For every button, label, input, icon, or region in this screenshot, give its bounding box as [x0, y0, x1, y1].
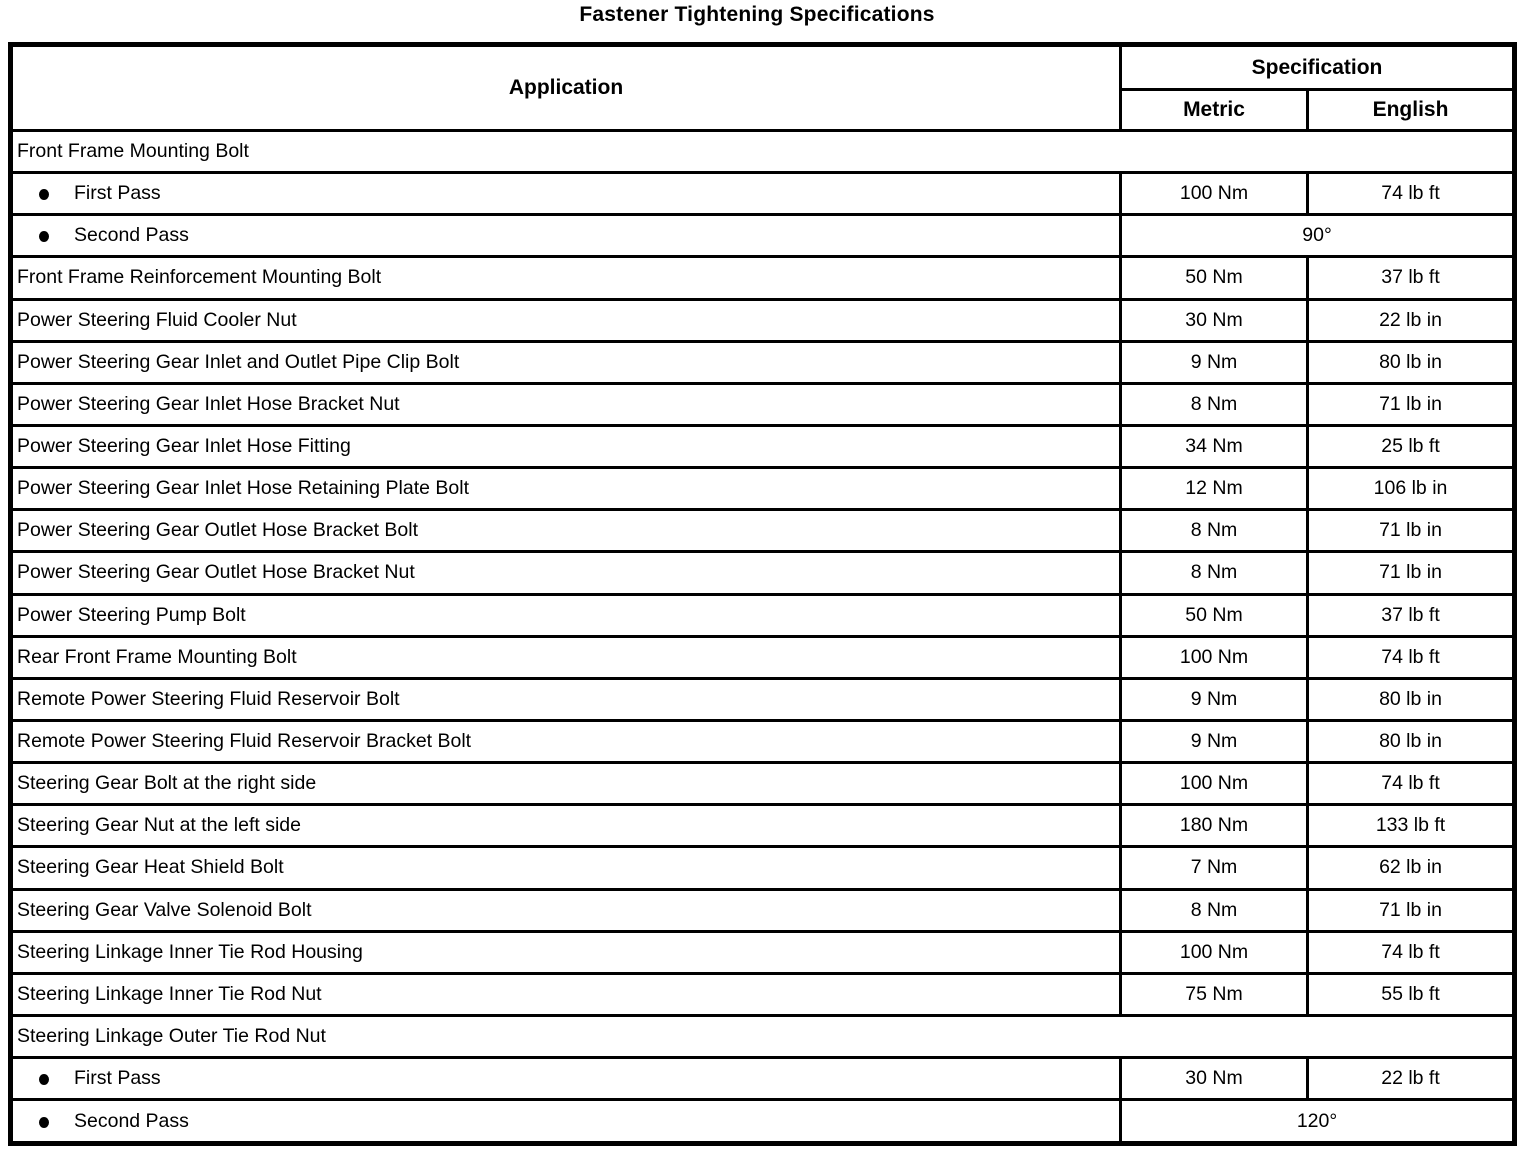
table-row	[11, 173, 1515, 215]
metric-cell: 50 Nm	[1121, 257, 1308, 299]
metric-cell: 34 Nm	[1121, 425, 1308, 467]
table-row	[11, 720, 1515, 762]
application-cell	[11, 847, 1121, 889]
english-cell: 22 lb in	[1308, 299, 1515, 341]
metric-cell: 9 Nm	[1121, 720, 1308, 762]
application-cell	[11, 763, 1121, 805]
spec-table-body	[11, 131, 1515, 1144]
application-cell	[11, 636, 1121, 678]
metric-cell: 30 Nm	[1121, 1058, 1308, 1100]
application-label: Steering Linkage Inner Tie Rod Nut	[17, 982, 322, 1005]
english-cell: 37 lb ft	[1308, 594, 1515, 636]
metric-cell: 50 Nm	[1121, 594, 1308, 636]
table-row	[11, 805, 1515, 847]
application-label: Power Steering Gear Outlet Hose Bracket Nut	[17, 561, 415, 584]
spec-table	[8, 42, 1517, 1146]
application-label: Steering Gear Nut at the left side	[17, 814, 301, 837]
application-label: Power Steering Gear Inlet Hose Bracket Nut	[17, 392, 400, 415]
bullet-icon	[39, 231, 49, 242]
header-row-1	[11, 45, 1515, 90]
english-cell: 80 lb in	[1308, 720, 1515, 762]
metric-cell: 30 Nm	[1121, 299, 1308, 341]
metric-cell: 75 Nm	[1121, 973, 1308, 1015]
table-row	[11, 973, 1515, 1015]
english-cell: 74 lb ft	[1308, 173, 1515, 215]
table-row	[11, 1058, 1515, 1100]
application-cell	[11, 1015, 1515, 1057]
metric-cell: 100 Nm	[1121, 636, 1308, 678]
application-cell	[11, 173, 1121, 215]
metric-cell: 100 Nm	[1121, 931, 1308, 973]
table-row	[11, 383, 1515, 425]
application-cell	[11, 552, 1121, 594]
application-cell	[11, 131, 1515, 173]
table-row	[11, 552, 1515, 594]
application-cell	[11, 973, 1121, 1015]
application-cell	[11, 468, 1121, 510]
table-row	[11, 636, 1515, 678]
metric-cell: 100 Nm	[1121, 763, 1308, 805]
application-cell	[11, 425, 1121, 467]
combined-spec-cell: 90°	[1121, 215, 1515, 257]
combined-spec-cell: 120°	[1121, 1100, 1515, 1144]
metric-cell: 9 Nm	[1121, 341, 1308, 383]
col-header-metric: Metric	[1121, 90, 1308, 131]
application-label: Front Frame Mounting Bolt	[17, 140, 249, 163]
metric-cell: 8 Nm	[1121, 889, 1308, 931]
bullet-icon	[39, 1074, 49, 1085]
table-row	[11, 931, 1515, 973]
metric-cell: 9 Nm	[1121, 678, 1308, 720]
table-row	[11, 299, 1515, 341]
spec-table-header	[11, 45, 1515, 131]
english-cell: 71 lb in	[1308, 383, 1515, 425]
application-cell	[11, 383, 1121, 425]
application-label: Front Frame Reinforcement Mounting Bolt	[17, 266, 382, 289]
metric-cell: 100 Nm	[1121, 173, 1308, 215]
application-cell	[11, 257, 1121, 299]
application-label: Power Steering Fluid Cooler Nut	[17, 308, 297, 331]
english-cell: 55 lb ft	[1308, 973, 1515, 1015]
application-label: Remote Power Steering Fluid Reservoir Bolt	[17, 687, 400, 710]
application-label: Power Steering Gear Inlet Hose Retaining Plate Bolt	[17, 477, 469, 500]
application-label: First Pass	[74, 1067, 161, 1090]
application-label: Steering Gear Valve Solenoid Bolt	[17, 898, 312, 921]
table-row	[11, 468, 1515, 510]
application-cell	[11, 678, 1121, 720]
english-cell: 74 lb ft	[1308, 931, 1515, 973]
application-label: First Pass	[74, 182, 161, 205]
table-row	[11, 215, 1515, 257]
metric-cell: 8 Nm	[1121, 510, 1308, 552]
english-cell: 62 lb in	[1308, 847, 1515, 889]
application-label: Power Steering Gear Inlet Hose Fitting	[17, 435, 351, 458]
english-cell: 71 lb in	[1308, 889, 1515, 931]
table-row	[11, 1015, 1515, 1057]
application-label: Steering Gear Bolt at the right side	[17, 772, 317, 795]
bullet-icon	[39, 1117, 49, 1128]
table-row	[11, 341, 1515, 383]
english-cell: 25 lb ft	[1308, 425, 1515, 467]
english-cell: 133 lb ft	[1308, 805, 1515, 847]
table-row	[11, 889, 1515, 931]
application-label: Steering Linkage Outer Tie Rod Nut	[17, 1025, 326, 1048]
english-cell: 22 lb ft	[1308, 1058, 1515, 1100]
page-title: Fastener Tightening Specifications	[579, 3, 935, 26]
col-header-english: English	[1308, 90, 1515, 131]
application-label: Second Pass	[74, 1109, 189, 1132]
col-header-application: Application	[11, 45, 1121, 131]
application-cell	[11, 1058, 1121, 1100]
metric-cell: 7 Nm	[1121, 847, 1308, 889]
english-cell: 74 lb ft	[1308, 763, 1515, 805]
application-label: Second Pass	[74, 224, 189, 247]
application-cell	[11, 805, 1121, 847]
english-cell: 106 lb in	[1308, 468, 1515, 510]
table-row	[11, 678, 1515, 720]
english-cell: 71 lb in	[1308, 510, 1515, 552]
application-label: Power Steering Gear Inlet and Outlet Pipe Clip Bolt	[17, 350, 460, 373]
application-cell	[11, 299, 1121, 341]
bullet-icon	[39, 189, 49, 200]
application-label: Steering Gear Heat Shield Bolt	[17, 856, 284, 879]
application-label: Power Steering Gear Outlet Hose Bracket Bolt	[17, 519, 419, 542]
application-cell	[11, 510, 1121, 552]
english-cell: 37 lb ft	[1308, 257, 1515, 299]
table-row	[11, 594, 1515, 636]
application-label: Steering Linkage Inner Tie Rod Housing	[17, 940, 363, 963]
english-cell: 80 lb in	[1308, 341, 1515, 383]
metric-cell: 180 Nm	[1121, 805, 1308, 847]
metric-cell: 8 Nm	[1121, 552, 1308, 594]
application-label: Remote Power Steering Fluid Reservoir Bracket Bolt	[17, 730, 472, 753]
metric-cell: 8 Nm	[1121, 383, 1308, 425]
application-cell	[11, 1100, 1121, 1144]
application-label: Power Steering Pump Bolt	[17, 603, 246, 626]
table-row	[11, 510, 1515, 552]
table-row	[11, 1100, 1515, 1144]
table-row	[11, 131, 1515, 173]
application-cell	[11, 889, 1121, 931]
table-row	[11, 425, 1515, 467]
col-header-specification: Specification	[1121, 45, 1515, 90]
application-cell	[11, 215, 1121, 257]
application-cell	[11, 341, 1121, 383]
metric-cell: 12 Nm	[1121, 468, 1308, 510]
english-cell: 71 lb in	[1308, 552, 1515, 594]
english-cell: 74 lb ft	[1308, 636, 1515, 678]
table-row	[11, 257, 1515, 299]
application-label: Rear Front Frame Mounting Bolt	[17, 645, 297, 668]
application-cell	[11, 720, 1121, 762]
table-row	[11, 847, 1515, 889]
application-cell	[11, 594, 1121, 636]
application-cell	[11, 931, 1121, 973]
english-cell: 80 lb in	[1308, 678, 1515, 720]
table-row	[11, 763, 1515, 805]
